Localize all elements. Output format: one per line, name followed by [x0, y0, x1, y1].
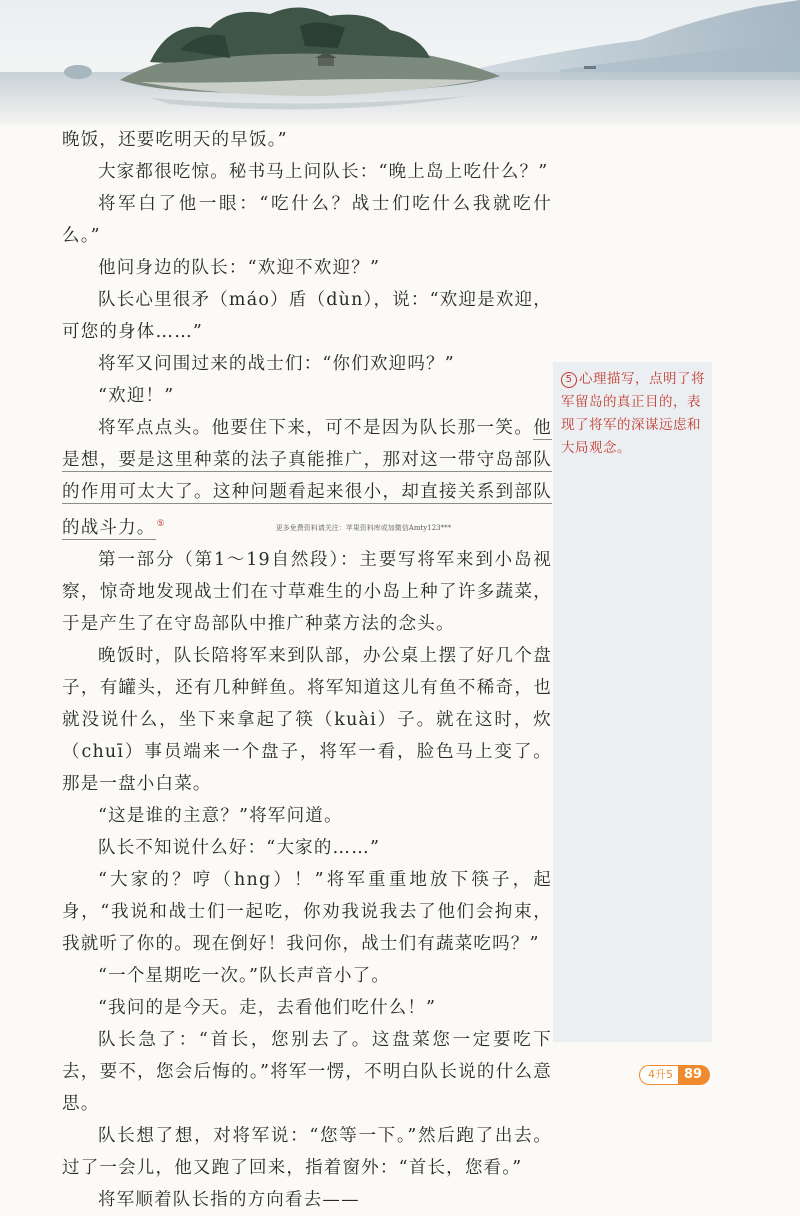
annotation-marker: ⑤ — [156, 519, 166, 529]
paragraph-7: “欢迎！” — [98, 386, 175, 406]
paragraph-3: 将军白了他一眼：“吃什么？战士们吃什么我就吃什么。” — [62, 194, 552, 246]
page-number: 89 — [678, 1065, 710, 1085]
side-annotation-panel — [553, 362, 712, 1042]
paragraph-17: 将军顺着队长指的方向看去—— — [98, 1190, 360, 1211]
paragraph-8-lead: 将军点点头。他要住下来，可不是因为队长那一笑。 — [98, 418, 534, 438]
paragraph-2: 大家都很吃惊。秘书马上问队长：“晚上岛上吃什么？” — [98, 162, 549, 182]
paragraph-8 — [62, 412, 552, 544]
paragraph-5: 队长心里很矛（máo）盾（dùn），说：“欢迎是欢迎，可您的身体……” — [62, 290, 552, 342]
paragraph-16: 队长想了想，对将军说：“您等一下。”然后跑了出去。过了一会儿，他又跑了回来，指着窗外：“首长，您看。” — [62, 1126, 552, 1179]
paragraph-10: “这是谁的主意？”将军问道。 — [98, 806, 343, 827]
header-landscape-illustration — [0, 0, 800, 125]
paragraph-9: 晚饭时，队长陪将军来到队部，办公桌上摆了好几个盘子，有罐头，还有几种鲜鱼。将军知道这儿有鱼不稀奇，也就没说什么，坐下来拿起了筷（kuài）子。就在这时，炊（chuī）事员端来一个盘子，将军一看，脸色马上变了。那是一盘小白菜。 — [62, 646, 552, 795]
paragraph-12: “大家的？哼（hng）！”将军重重地放下筷子，起身，“我说和战士们一起吃，你劝我说我去了他们会拘束，我就听了你的。现在倒好！我问你，战士们有蔬菜吃吗？” — [62, 870, 552, 955]
paragraph-13: “一个星期吃一次。”队长声音小了。 — [98, 966, 391, 987]
paragraph-15: 队长急了：“首长，您别去了。这盘菜您一定要吃下去，要不，您会后悔的。”将军一愣，不明白队长说的什么意思。 — [62, 1030, 552, 1115]
body-text-column — [62, 124, 552, 1216]
paragraph-11: 队长不知说什么好：“大家的……” — [98, 838, 381, 859]
annotation-number-badge: 5 — [561, 372, 577, 388]
paragraph-6: 将军又问围过来的战士们：“你们欢迎吗？” — [98, 354, 455, 374]
underlined-key-passage: 他是想，要是这里种菜的法子真能推广，那对这一带守岛部队的作用可太大了。这种问题看起来很小，却直接关系到部队的战斗力。 — [62, 418, 552, 538]
paragraph-14: “我问的是今天。走，去看他们吃什么！” — [98, 998, 437, 1019]
page-number-badge — [639, 1065, 710, 1085]
grade-label: 4升5 — [639, 1065, 678, 1085]
section-summary: 第一部分（第1～19自然段）：主要写将军来到小岛视察，惊奇地发现战士们在寸草难生的小岛上种了许多蔬菜，于是产生了在守岛部队中推广种菜方法的念头。 — [62, 550, 552, 635]
watermark-text: 更多免费资料请关注：苹果资料库或加微信Amty123*** — [275, 524, 452, 533]
island-landscape-image — [0, 0, 800, 125]
paragraph-1: 晚饭，还要吃明天的早饭。” — [62, 130, 288, 150]
paragraph-4: 他问身边的队长：“欢迎不欢迎？” — [98, 258, 381, 278]
side-annotation-note — [561, 368, 711, 460]
side-annotation-text: 心理描写，点明了将军留岛的真正目的，表现了将军的深谋远虑和大局观念。 — [561, 371, 705, 456]
